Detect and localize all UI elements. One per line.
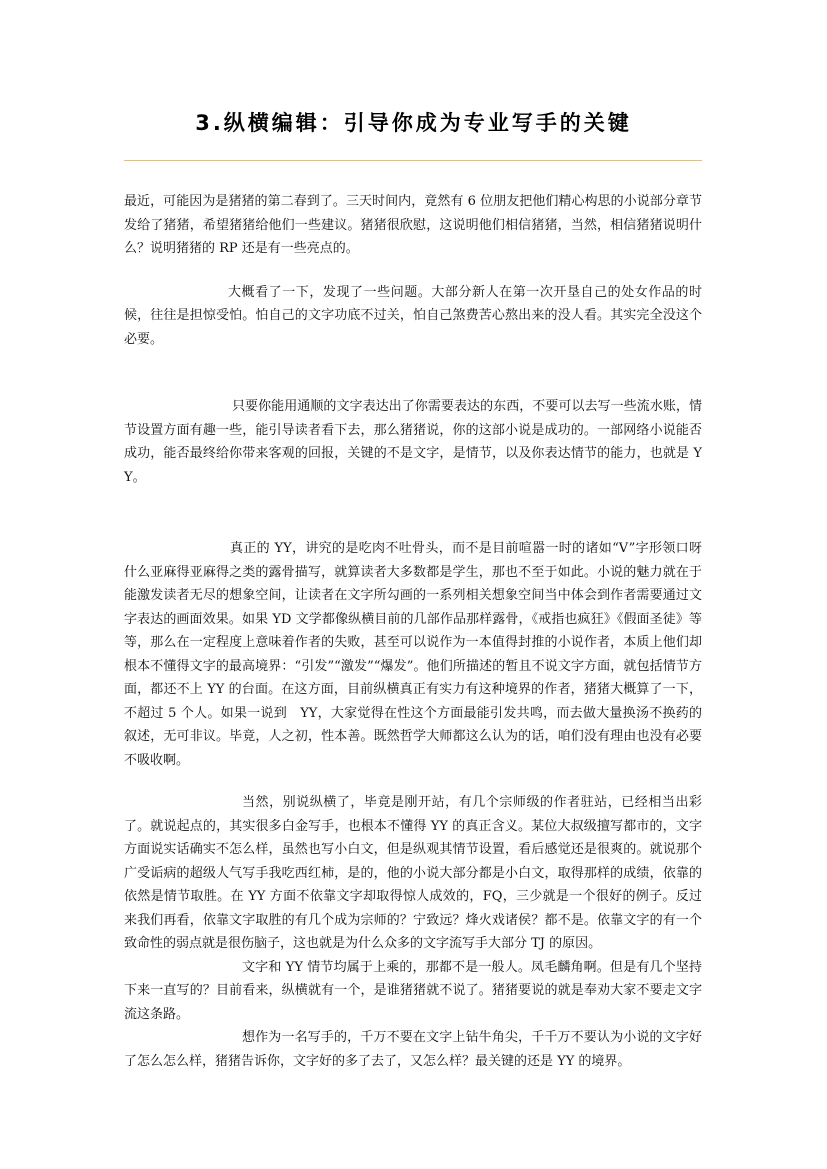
- paragraph-6: 文字和 YY 情节均属于上乘的，那都不是一般人。凤毛麟角啊。但是有几个坚持下来一直写的？目前看来，纵横就有一个，是谁猪猪就不说了。猪猪要说的就是奉劝大家不要走文字流这条路。: [124, 959, 702, 1022]
- paragraph-1: 最近，可能因为是猪猪的第二春到了。三天时间内，竟然有 6 位朋友把他们精心构思的小说部分章节发给了猪猪，希望猪猪给他们一些建议。猪猪很欣慰，这说明他们相信猪猪，当然，相信猪猪说明什么？说明猪猪的 RP 还是有一些亮点的。: [124, 194, 702, 256]
- paragraph-gap: [124, 261, 702, 281]
- paragraph-4: 真正的 YY，讲究的是吃肉不吐骨头，而不是目前喧嚣一时的诸如“V”字形领口呀什么亚麻得亚麻得之类的露骨描写，就算读者大多数都是学生，那也不至于如此。小说的魅力就在于能激发读者无尽的想象空间，让读者在文字所勾画的一系列相关想象空间当中体会到作者需要通过文字表达的画面效果。如果 YD 文学都像纵横目前的几部作品那样露骨，《戒指也疯狂》《假面圣徒》等等，那么在一定程度上意味着作者的失败，甚至可以说作为一本值得封推的小说作者，本质上他们却根本不懂得文字的最高境界：“引发”“激发”“爆发”。他们所描述的暂且不说文字方面，就包括情节方面，都还不上 YY 的台面。在这方面，目前纵横真正有实力有这种境界的作者，猪猪大概算了一下，不超过 5 个人。如果一说到 YY，大家觉得在性这个方面最能引发共鸣，而去做大量换汤不换药的叙述，无可非议。毕竟，人之初，性本善。既然哲学大师都这么认为的话，咱们没有理由也没有必要不吸收啊。: [124, 541, 702, 768]
- paragraph-3: 只要你能用通顺的文字表达出了你需要表达的东西，不要可以去写一些流水账，情节设置方面有趣一些，能引导读者看下去，那么猪猪说，你的这部小说是成功的。一部网络小说能否成功，能否最终给你带来客观的回报，关键的不是文字，是情节，以及你表达情节的能力，也就是 YY。: [124, 399, 702, 485]
- article-body: [124, 190, 702, 1073]
- title-divider: [124, 160, 702, 161]
- paragraph-gap: [124, 772, 702, 791]
- paragraph-5: 当然，别说纵横了，毕竟是刚开站，有几个宗师级的作者驻站，已经相当出彩了。就说起点的，其实很多白金写手，也根本不懂得 YY 的真正含义。某位大叔级擅写都市的，文字方面说实话确实不怎么样，虽然也写小白文，但是纵观其情节设置，看后感觉还是很爽的。就说那个广受诟病的超级人气写手我吃西红柿，是的，他的小说大部分都是小白文，取得那样的成绩，依靠的依然是情节取胜。在 YY 方面不依靠文字却取得惊人成效的，FQ，三少就是一个很好的例子。反过来我们再看，依靠文字取胜的有几个成为宗师的？宁致远？烽火戏诸侯？都不是。依靠文字的有一个致命性的弱点就是很伤脑子，这也就是为什么众多的文字流写手大部分 TJ 的原因。: [124, 795, 702, 951]
- paragraph-7: 想作为一名写手的，千万不要在文字上钻牛角尖，千千万不要认为小说的文字好了怎么怎么样，猪猪告诉你，文字好的多了去了，又怎么样？最关键的还是 YY 的境界。: [124, 1030, 702, 1069]
- page-title: 3.纵横编辑：引导你成为专业写手的关键: [195, 111, 632, 135]
- paragraph-gap: [124, 351, 702, 395]
- paragraph-gap: [124, 489, 702, 537]
- paragraph-2: 大概看了一下，发现了一些问题。大部分新人在第一次开垦自己的处女作品的时候，往往是担惊受怕。怕自己的文字功底不过关，怕自己煞费苦心熬出来的没人看。其实完全没这个必要。: [124, 284, 702, 347]
